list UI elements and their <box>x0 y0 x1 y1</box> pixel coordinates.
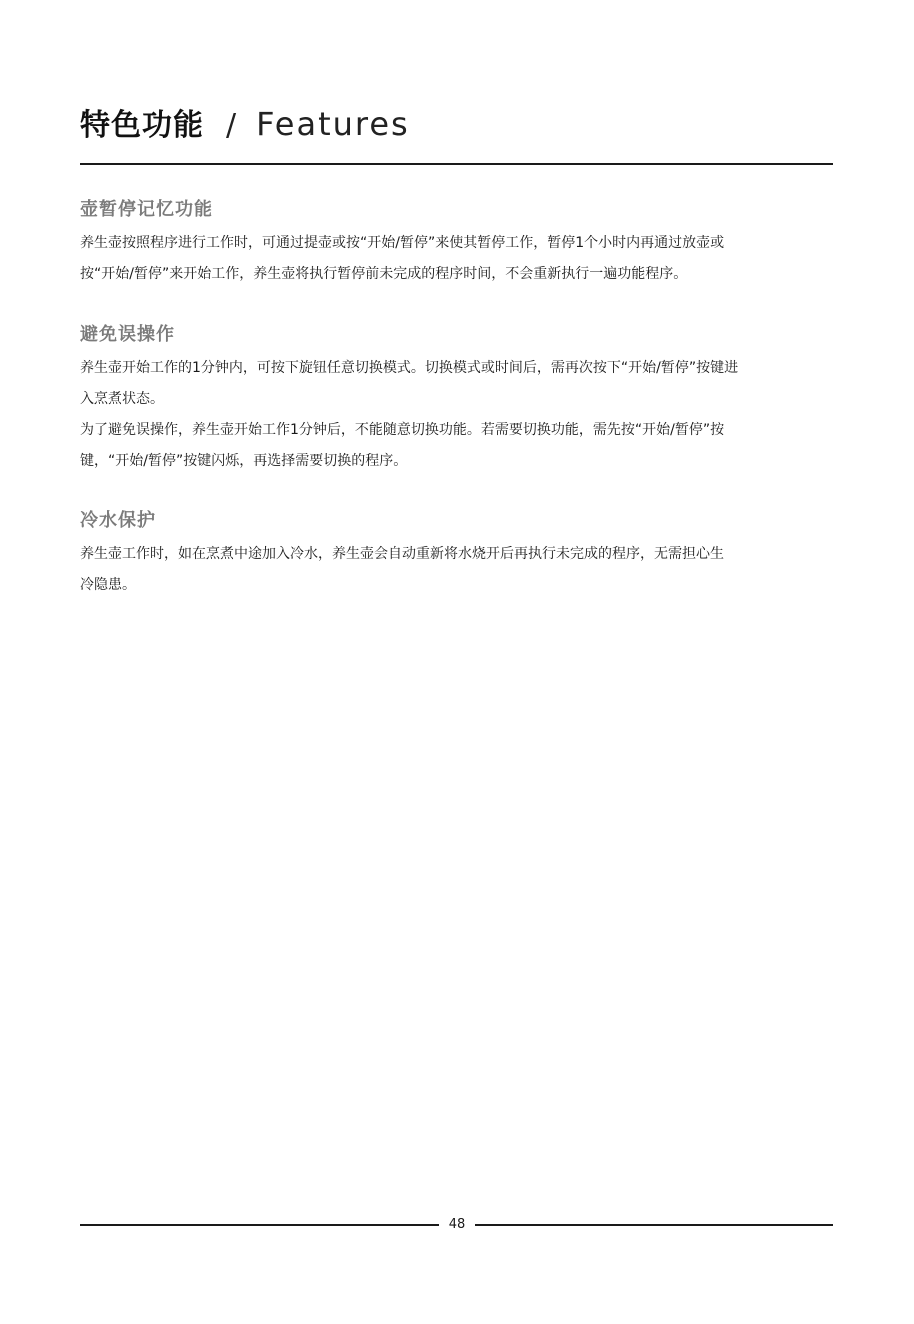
body-line: 养生壶按照程序进行工作时，可通过提壶或按“开始/暂停”来使其暂停工作，暂停1个小时内再通过放壶或 <box>80 235 725 251</box>
section-misoperation-prevention <box>80 323 833 477</box>
page-title-en: Features <box>256 105 410 143</box>
page-header <box>80 100 833 150</box>
page-number: 48 <box>448 1217 466 1232</box>
title-separator: / <box>226 108 237 143</box>
body-line: 键，“开始/暂停”按键闪烁，再选择需要切换的程序。 <box>80 453 408 469</box>
body-line: 按“开始/暂停”来开始工作，养生壶将执行暂停前未完成的程序时间，不会重新执行一遍功能程序。 <box>80 266 688 282</box>
header-divider <box>80 163 833 165</box>
body-line: 入烹煮状态。 <box>80 391 164 407</box>
footer-divider-left <box>80 1224 439 1226</box>
section-cold-water-protection <box>80 509 833 601</box>
body-line: 养生壶工作时，如在烹煮中途加入冷水，养生壶会自动重新将水烧开后再执行未完成的程序，无需担心生 <box>80 546 724 562</box>
section-pause-memory <box>80 198 833 290</box>
page-title-cn: 特色功能 <box>80 108 204 143</box>
section-title: 壶暂停记忆功能 <box>80 199 213 220</box>
body-line: 养生壶开始工作的1分钟内，可按下旋钮任意切换模式。切换模式或时间后，需再次按下“开始/暂停”按键进 <box>80 360 739 376</box>
footer-divider-right <box>475 1224 833 1226</box>
body-line: 为了避免误操作，养生壶开始工作1分钟后，不能随意切换功能。若需要切换功能，需先按“开始/暂停”按 <box>80 422 725 438</box>
body-line: 冷隐患。 <box>80 577 136 593</box>
section-title: 冷水保护 <box>80 510 156 531</box>
section-title: 避免误操作 <box>80 324 175 345</box>
